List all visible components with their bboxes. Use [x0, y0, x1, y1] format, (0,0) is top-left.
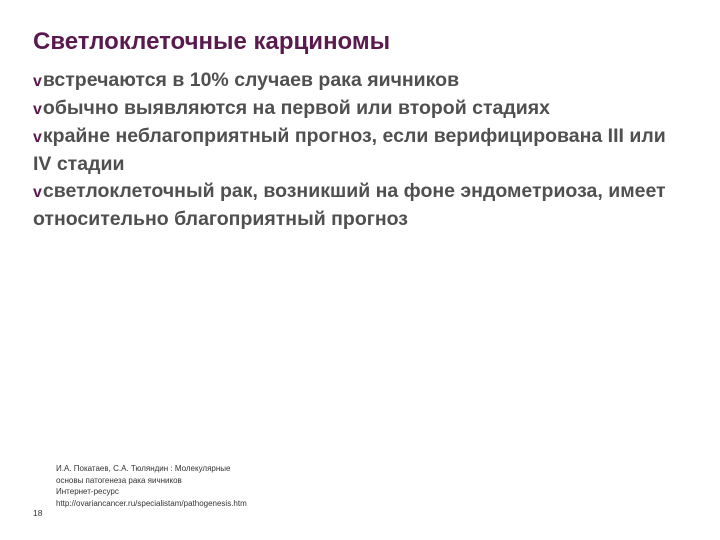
bullet-marker-icon: v [33, 101, 42, 118]
footnote-line: основы патогенеза рака яичников [56, 475, 182, 485]
bullet-marker-icon: v [33, 184, 42, 201]
footnote-line: Интернет-ресурс [56, 487, 119, 496]
bullet-text: светлоклеточный рак, возникший на фоне эндометриоза, имеет относительно благоприятный прогноз [33, 180, 666, 230]
bullet-list [33, 67, 673, 233]
bullet-text: крайне неблагоприятный прогноз, если верифицирована III или IV стадии [33, 125, 666, 175]
bullet-item [33, 95, 673, 123]
bullet-item [33, 178, 673, 233]
slide-title: Светлоклеточные карциномы [33, 28, 391, 55]
bullet-marker-icon: v [33, 73, 42, 90]
footnote-reference [56, 463, 247, 509]
page-number: 18 [33, 508, 43, 518]
footnote-url: http://ovariancancer.ru/specialistam/pathogenesis.htm [56, 498, 247, 508]
bullet-text: обычно выявляются на первой или второй стадиях [42, 97, 550, 119]
footnote-line: И.А. Покатаев, С.А. Тюляндин : Молекулярные [56, 464, 231, 473]
bullet-item [33, 67, 673, 95]
bullet-marker-icon: v [33, 129, 42, 146]
bullet-item [33, 123, 673, 178]
bullet-text: встречаются в 10% случаев рака яичников [42, 69, 460, 91]
